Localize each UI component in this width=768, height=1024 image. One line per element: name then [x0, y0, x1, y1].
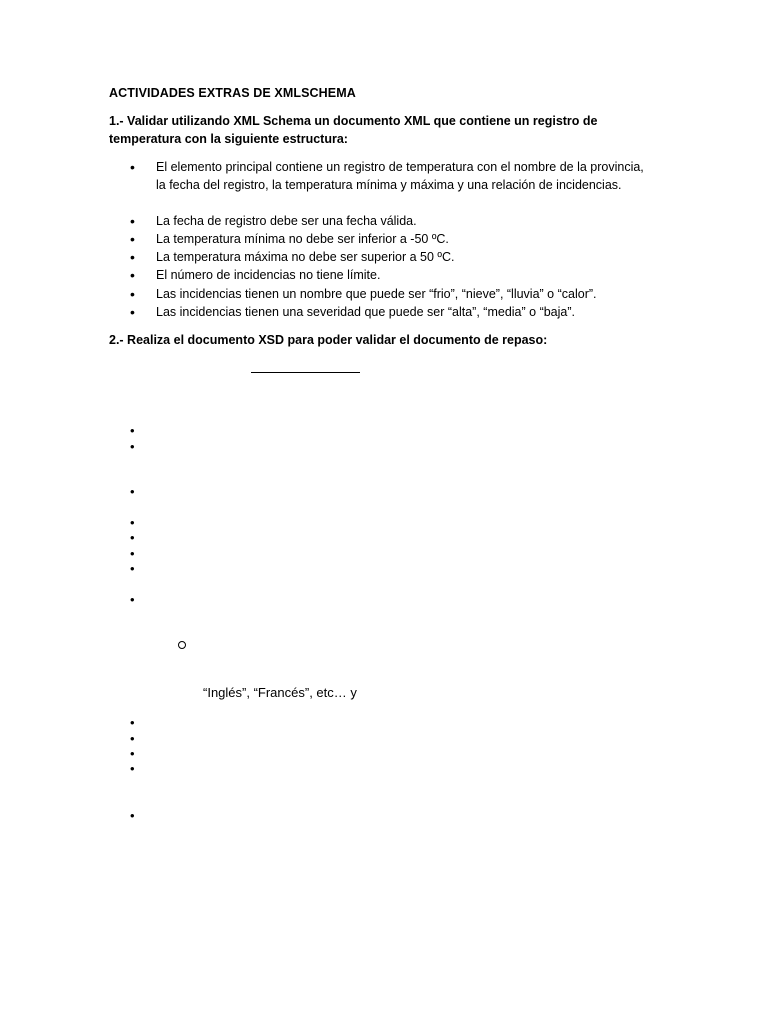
empty-bullet: • — [130, 423, 135, 438]
underline-rule — [251, 372, 360, 373]
bullet-marker: • — [130, 213, 135, 229]
sub-bullet-circle — [178, 641, 186, 649]
empty-bullet: • — [130, 530, 135, 545]
list-item: La fecha de registro debe ser una fecha válida. — [156, 214, 417, 228]
empty-bullet: • — [130, 715, 135, 730]
question-2: 2.- Realiza el documento XSD para poder validar el documento de repaso: — [109, 333, 548, 347]
empty-bullet: • — [130, 761, 135, 776]
list-item: Las incidencias tienen una severidad que puede ser “alta”, “media” o “baja”. — [156, 305, 575, 319]
bullet-marker: • — [130, 231, 135, 247]
empty-bullet: • — [130, 808, 135, 823]
list-item: La temperatura máxima no debe ser superior a 50 ºC. — [156, 250, 455, 264]
list-item: El elemento principal contiene un registro de temperatura con el nombre de la provincia, la fecha del registro, la temperatura mínima y máxima y una relación de incidencias. — [156, 160, 644, 192]
empty-bullet: • — [130, 439, 135, 454]
empty-bullet: • — [130, 484, 135, 499]
empty-bullet: • — [130, 731, 135, 746]
list-item: La temperatura mínima no debe ser inferior a -50 ºC. — [156, 232, 449, 246]
list-item: El número de incidencias no tiene límite. — [156, 268, 381, 282]
empty-bullet: • — [130, 515, 135, 530]
empty-bullet: • — [130, 546, 135, 561]
text-fragment: “Inglés”, “Francés”, etc… y — [203, 685, 357, 700]
list-item: Las incidencias tienen un nombre que puede ser “frio”, “nieve”, “lluvia” o “calor”. — [156, 287, 597, 301]
bullet-marker: • — [130, 159, 135, 175]
bullet-marker: • — [130, 286, 135, 302]
bullet-marker: • — [130, 267, 135, 283]
document-title: ACTIVIDADES EXTRAS DE XMLSCHEMA — [109, 86, 356, 100]
empty-bullet: • — [130, 561, 135, 576]
question-1: 1.- Validar utilizando XML Schema un documento XML que contiene un registro de temperatura con la siguiente estructura: — [109, 114, 598, 146]
bullet-marker: • — [130, 249, 135, 265]
empty-bullet: • — [130, 746, 135, 761]
empty-bullet: • — [130, 592, 135, 607]
bullet-marker: • — [130, 304, 135, 320]
